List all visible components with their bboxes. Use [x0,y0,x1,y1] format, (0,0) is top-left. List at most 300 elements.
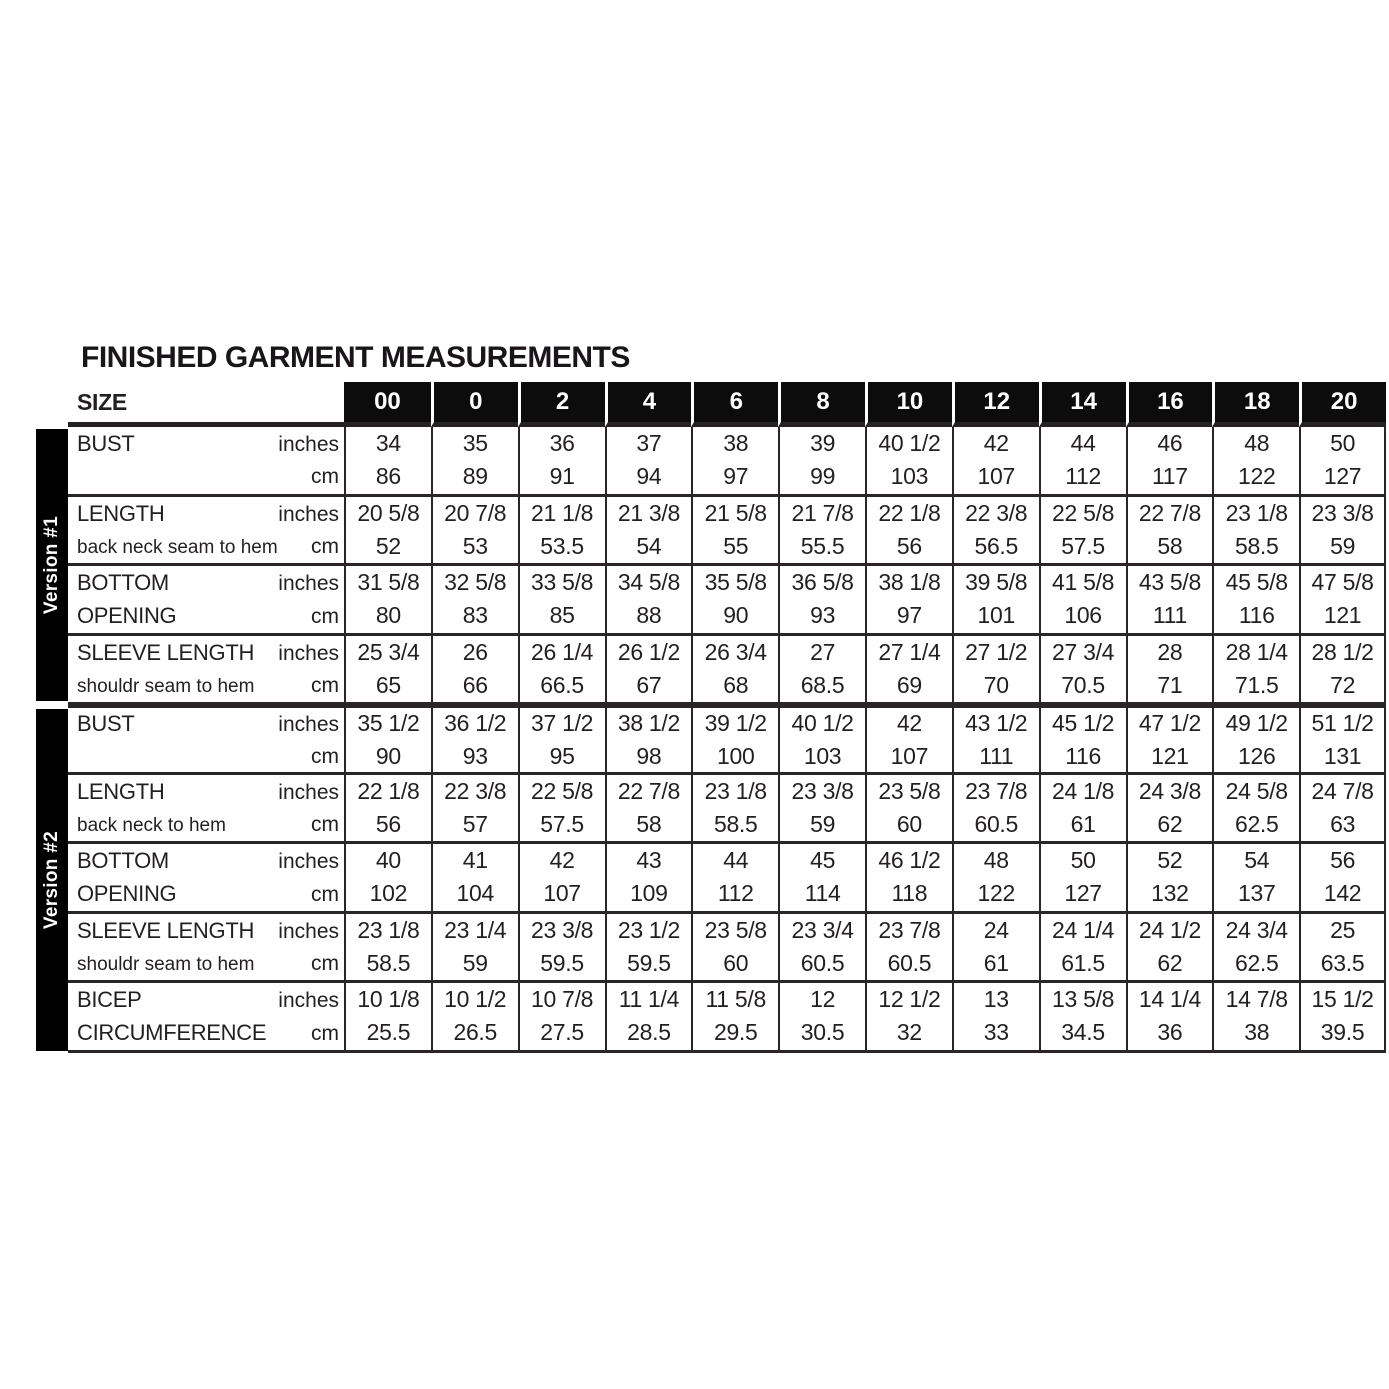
inches-value: 23 1/8 [357,916,420,943]
cm-value: 80 [375,602,401,629]
inches-value: 28 [1157,638,1183,665]
cm-value: 66 [462,671,488,698]
cm-value: 54 [636,532,662,559]
measurement-value-cell [605,566,692,636]
inches-value: 33 5/8 [531,569,594,596]
inches-value: 27 3/4 [1052,638,1115,665]
size-column-header: 2 [518,382,605,427]
inches-value: 10 1/2 [444,986,507,1013]
inches-value: 27 [810,638,836,665]
measurement-subname: shouldr seam to hem [77,675,255,697]
inches-value: 24 3/8 [1138,777,1201,804]
measurement-value-cell [518,566,605,636]
inches-value: 44 [1070,430,1096,457]
inches-value: 23 1/8 [1225,499,1288,526]
cm-value: 132 [1151,880,1189,907]
measurement-value-cell [778,566,865,636]
measurement-value-cell [691,844,778,914]
unit-inches-label: inches [278,502,339,526]
unit-inches-label: inches [278,989,339,1013]
measurement-value-cell [605,983,692,1053]
unit-inches-label: inches [278,712,339,736]
unit-cm-label: cm [311,673,339,697]
page-title: FINISHED GARMENT MEASUREMENTS [81,341,630,374]
measurement-value-cell [952,427,1039,497]
inches-value: 28 1/2 [1311,638,1374,665]
measurement-value-cell [1299,427,1386,497]
cm-value: 86 [375,463,401,490]
measurement-value-cell [605,636,692,706]
inches-value: 12 1/2 [878,986,941,1013]
measurement-value-cell [865,983,952,1053]
measurement-name: BICEP [77,987,142,1013]
measurement-value-cell [691,983,778,1053]
cm-value: 60.5 [887,949,932,976]
measurement-value-cell [431,844,518,914]
inches-value: 48 [983,847,1009,874]
measurement-value-cell [1299,914,1386,984]
cm-value: 60.5 [800,949,845,976]
measurement-subname: back neck to hem [77,814,226,836]
measurement-value-cell [1039,497,1126,567]
inches-value: 25 3/4 [357,638,420,665]
measurement-value-cell [778,636,865,706]
cm-value: 32 [896,1019,922,1046]
measurement-value-cell [605,775,692,845]
inches-value: 13 5/8 [1052,986,1115,1013]
inches-value: 14 1/4 [1138,986,1201,1013]
inches-value: 40 1/2 [791,709,854,736]
label-line-inches [77,983,339,1016]
measurement-label-cell [68,844,344,914]
measurement-value-cell [952,775,1039,845]
inches-value: 23 5/8 [704,916,767,943]
measurement-value-cell [1212,566,1299,636]
measurement-value-cell [518,427,605,497]
inches-value: 24 [983,916,1009,943]
measurement-value-cell [344,914,431,984]
inches-value: 22 7/8 [617,777,680,804]
measurement-subname: shouldr seam to hem [77,953,255,975]
cm-value: 62.5 [1234,949,1279,976]
measurement-value-cell [344,566,431,636]
label-line-inches [77,775,339,808]
measurement-value-cell [1039,636,1126,706]
cm-value: 121 [1151,742,1189,769]
measurement-chart [36,341,1386,1053]
cm-value: 59 [810,810,836,837]
cm-value: 66.5 [540,671,584,698]
cm-value: 59.5 [627,949,671,976]
size-header-cell [68,382,344,427]
measurement-value-cell [1126,497,1213,567]
unit-inches-label: inches [278,641,339,665]
measurement-value-cell [865,427,952,497]
inches-value: 23 3/8 [791,777,854,804]
inches-value: 36 5/8 [791,569,854,596]
cm-value: 58 [636,810,662,837]
cm-value: 70 [983,671,1009,698]
inches-value: 50 [1070,847,1096,874]
cm-value: 99 [810,463,836,490]
measurement-value-cell [865,636,952,706]
cm-value: 62.5 [1234,810,1279,837]
measurement-value-cell [431,566,518,636]
measurement-value-cell [518,844,605,914]
size-column-header: 8 [778,382,865,427]
measurement-value-cell [431,705,518,775]
measurement-value-cell [431,775,518,845]
label-line-cm [77,1016,339,1049]
cm-value: 52 [375,532,401,559]
cm-value: 121 [1323,602,1362,629]
inches-value: 10 7/8 [531,986,594,1013]
measurement-value-cell [1039,566,1126,636]
cm-value: 116 [1238,602,1275,629]
cm-value: 29.5 [713,1019,758,1046]
unit-inches-label: inches [278,850,339,874]
inches-value: 36 [549,430,575,457]
cm-value: 59 [462,949,488,976]
cm-value: 26.5 [453,1019,498,1046]
measurement-label-cell [68,983,344,1053]
measurement-value-cell [518,497,605,567]
unit-cm-label: cm [311,1022,339,1046]
cm-value: 122 [1238,463,1276,490]
inches-value: 43 [636,847,662,874]
inches-value: 21 5/8 [704,499,767,526]
measurement-value-cell [1126,636,1213,706]
measurement-value-cell [778,914,865,984]
label-line-cm [77,599,339,632]
measurement-label-cell [68,775,344,845]
cm-value: 57.5 [1061,532,1105,559]
measurement-value-cell [865,497,952,567]
cm-value: 59.5 [540,949,584,976]
cm-value: 91 [549,463,575,490]
inches-value: 46 [1157,430,1183,457]
cm-value: 142 [1323,880,1362,907]
inches-value: 23 5/8 [878,777,941,804]
unit-cm-label: cm [311,883,339,907]
measurement-value-cell [1126,844,1213,914]
size-column-header: 16 [1126,382,1213,427]
label-line-inches [77,914,339,947]
measurement-value-cell [431,983,518,1053]
inches-value: 22 5/8 [531,777,594,804]
inches-value: 27 1/2 [965,638,1028,665]
measurement-value-cell [1212,636,1299,706]
inches-value: 12 [810,986,836,1013]
unit-cm-label: cm [311,534,339,558]
inches-value: 35 [462,430,488,457]
measurement-name: BUST [77,710,135,736]
inches-value: 42 [896,709,922,736]
version-1-bar [36,429,68,701]
cm-value: 114 [804,880,841,907]
inches-value: 34 5/8 [617,569,680,596]
measurement-value-cell [1126,983,1213,1053]
cm-value: 93 [462,742,488,769]
measurement-value-cell [1039,705,1126,775]
cm-value: 62 [1157,949,1183,976]
measurement-value-cell [1039,983,1126,1053]
size-column-header: 12 [952,382,1039,427]
label-line-cm [77,947,339,980]
measurement-value-cell [1299,566,1386,636]
measurement-value-cell [431,636,518,706]
version-2-bar [36,709,68,1051]
measurement-name: BOTTOM [77,570,169,596]
measurement-value-cell [344,983,431,1053]
cm-value: 112 [1065,463,1101,490]
inches-value: 38 [723,430,749,457]
measurement-value-cell [952,566,1039,636]
measurement-value-cell [952,914,1039,984]
measurement-value-cell [518,914,605,984]
cm-value: 111 [1152,602,1187,629]
inches-value: 40 [375,847,401,874]
measurement-label-cell [68,705,344,775]
inches-value: 42 [983,430,1009,457]
inches-value: 21 1/8 [531,499,594,526]
size-column-header: 4 [605,382,692,427]
cm-value: 127 [1064,880,1102,907]
cm-value: 94 [636,463,662,490]
cm-value: 107 [543,880,581,907]
measurement-value-cell [605,705,692,775]
measurement-value-cell [778,983,865,1053]
version-1-label: Version #1 [41,515,62,615]
unit-cm-label: cm [311,465,339,489]
cm-value: 95 [549,742,575,769]
inches-value: 24 3/4 [1225,916,1288,943]
measurement-value-cell [344,705,431,775]
cm-value: 97 [896,602,922,629]
measurement-name: BUST [77,431,135,457]
measurement-value-cell [1039,775,1126,845]
measurement-value-cell [1299,705,1386,775]
inches-value: 40 1/2 [878,430,941,457]
inches-value: 14 7/8 [1225,986,1288,1013]
cm-value: 56 [375,810,401,837]
cm-value: 106 [1064,602,1102,629]
measurement-value-cell [1126,914,1213,984]
inches-value: 20 7/8 [444,499,507,526]
unit-cm-label: cm [311,951,339,975]
cm-value: 33 [983,1019,1009,1046]
inches-value: 28 1/4 [1225,638,1288,665]
measurement-value-cell [1212,844,1299,914]
inches-value: 49 1/2 [1225,709,1288,736]
label-line-cm [77,877,339,910]
cm-value: 59 [1330,532,1356,559]
inches-value: 36 1/2 [444,709,507,736]
inches-value: 26 3/4 [704,638,767,665]
measurement-value-cell [865,566,952,636]
inches-value: 38 1/8 [878,569,941,596]
version-2-label: Version #2 [41,830,62,929]
measurement-name: SLEEVE LENGTH [77,639,255,665]
measurement-value-cell [344,844,431,914]
inches-value: 10 1/8 [357,986,420,1013]
inches-value: 31 5/8 [357,569,420,596]
measurement-value-cell [1212,427,1299,497]
cm-value: 111 [979,742,1014,769]
measurement-label-cell [68,427,344,497]
cm-value: 62 [1157,810,1183,837]
label-line-inches [77,636,339,669]
measurement-value-cell [605,497,692,567]
cm-value: 56 [896,532,922,559]
cm-value: 63.5 [1320,949,1365,976]
inches-value: 43 5/8 [1138,569,1201,596]
inches-value: 26 1/4 [531,638,594,665]
inches-value: 13 [983,986,1009,1013]
measurement-value-cell [1299,844,1386,914]
unit-cm-label: cm [311,812,339,836]
inches-value: 22 1/8 [357,777,420,804]
cm-value: 100 [717,742,755,769]
cm-value: 107 [890,742,929,769]
cm-value: 57 [462,810,488,837]
measurement-value-cell [952,705,1039,775]
label-line-inches [77,707,339,740]
cm-value: 122 [977,880,1015,907]
cm-value: 60.5 [974,810,1019,837]
measurement-value-cell [1299,497,1386,567]
inches-value: 24 1/2 [1138,916,1201,943]
measurement-value-cell [1039,844,1126,914]
measurement-value-cell [691,427,778,497]
cm-value: 30.5 [800,1019,845,1046]
unit-cm-label: cm [311,744,339,768]
cm-value: 58 [1157,532,1183,559]
measurement-subname: OPENING [77,603,177,629]
inches-value: 43 1/2 [965,709,1028,736]
measurement-value-cell [605,844,692,914]
inches-value: 11 5/8 [705,986,766,1013]
measurement-value-cell [1212,775,1299,845]
cm-value: 55.5 [800,532,845,559]
inches-value: 26 [462,638,488,665]
measurement-table [36,382,1386,1053]
cm-value: 103 [890,463,929,490]
inches-value: 39 [810,430,836,457]
size-column-header: 14 [1039,382,1126,427]
cm-value: 72 [1330,671,1356,698]
inches-value: 24 5/8 [1225,777,1288,804]
cm-value: 90 [723,602,749,629]
cm-value: 61 [1070,810,1096,837]
inches-value: 54 [1244,847,1270,874]
inches-value: 37 1/2 [531,709,594,736]
cm-value: 101 [977,602,1015,629]
inches-value: 22 7/8 [1138,499,1201,526]
measurement-value-cell [691,636,778,706]
inches-value: 23 3/4 [791,916,854,943]
cm-value: 68.5 [800,671,845,698]
cm-value: 127 [1323,463,1362,490]
size-column-header: 10 [865,382,952,427]
inches-value: 23 7/8 [878,916,941,943]
measurement-value-cell [1126,427,1213,497]
measurement-value-cell [431,914,518,984]
measurement-value-cell [778,775,865,845]
cm-value: 39.5 [1320,1019,1365,1046]
label-line-cm [77,669,339,702]
inches-value: 51 1/2 [1311,709,1374,736]
cm-value: 107 [977,463,1015,490]
cm-value: 71 [1157,671,1183,698]
size-column-header: 6 [691,382,778,427]
cm-value: 58.5 [366,949,411,976]
measurement-value-cell [691,914,778,984]
inches-value: 41 [462,847,488,874]
measurement-subname: OPENING [77,881,177,907]
size-column-header: 00 [344,382,431,427]
inches-value: 22 3/8 [444,777,507,804]
cm-value: 36 [1157,1019,1183,1046]
inches-value: 41 5/8 [1052,569,1115,596]
label-line-inches [77,844,339,877]
inches-value: 37 [636,430,662,457]
cm-value: 57.5 [540,810,584,837]
measurement-value-cell [1212,497,1299,567]
measurement-value-cell [518,705,605,775]
inches-value: 20 5/8 [357,499,420,526]
cm-value: 109 [630,880,668,907]
cm-value: 69 [896,671,922,698]
label-line-inches [77,427,339,460]
cm-value: 58.5 [713,810,758,837]
measurement-value-cell [431,497,518,567]
inches-value: 25 [1330,916,1356,943]
inches-value: 56 [1330,847,1356,874]
measurement-value-cell [518,983,605,1053]
measurement-value-cell [865,844,952,914]
inches-value: 38 1/2 [617,709,680,736]
inches-value: 45 1/2 [1052,709,1115,736]
measurement-value-cell [1126,705,1213,775]
measurement-value-cell [691,497,778,567]
measurement-value-cell [344,497,431,567]
measurement-label-cell [68,566,344,636]
cm-value: 63 [1330,810,1356,837]
cm-value: 112 [717,880,754,907]
unit-cm-label: cm [311,605,339,629]
cm-value: 118 [891,880,928,907]
label-line-cm [77,740,339,773]
measurement-value-cell [1212,983,1299,1053]
label-line-cm [77,460,339,493]
inches-value: 21 3/8 [617,499,680,526]
measurement-value-cell [605,914,692,984]
cm-value: 61 [983,949,1009,976]
inches-value: 34 [375,430,401,457]
size-label: SIZE [77,388,127,415]
cm-value: 116 [1065,742,1101,769]
inches-value: 15 1/2 [1311,986,1374,1013]
cm-value: 103 [803,742,842,769]
measurement-name: LENGTH [77,778,165,804]
inches-value: 48 [1244,430,1270,457]
label-line-cm [77,530,339,563]
measurement-value-cell [1126,566,1213,636]
inches-value: 23 1/4 [444,916,507,943]
measurement-value-cell [691,705,778,775]
inches-value: 47 1/2 [1138,709,1201,736]
